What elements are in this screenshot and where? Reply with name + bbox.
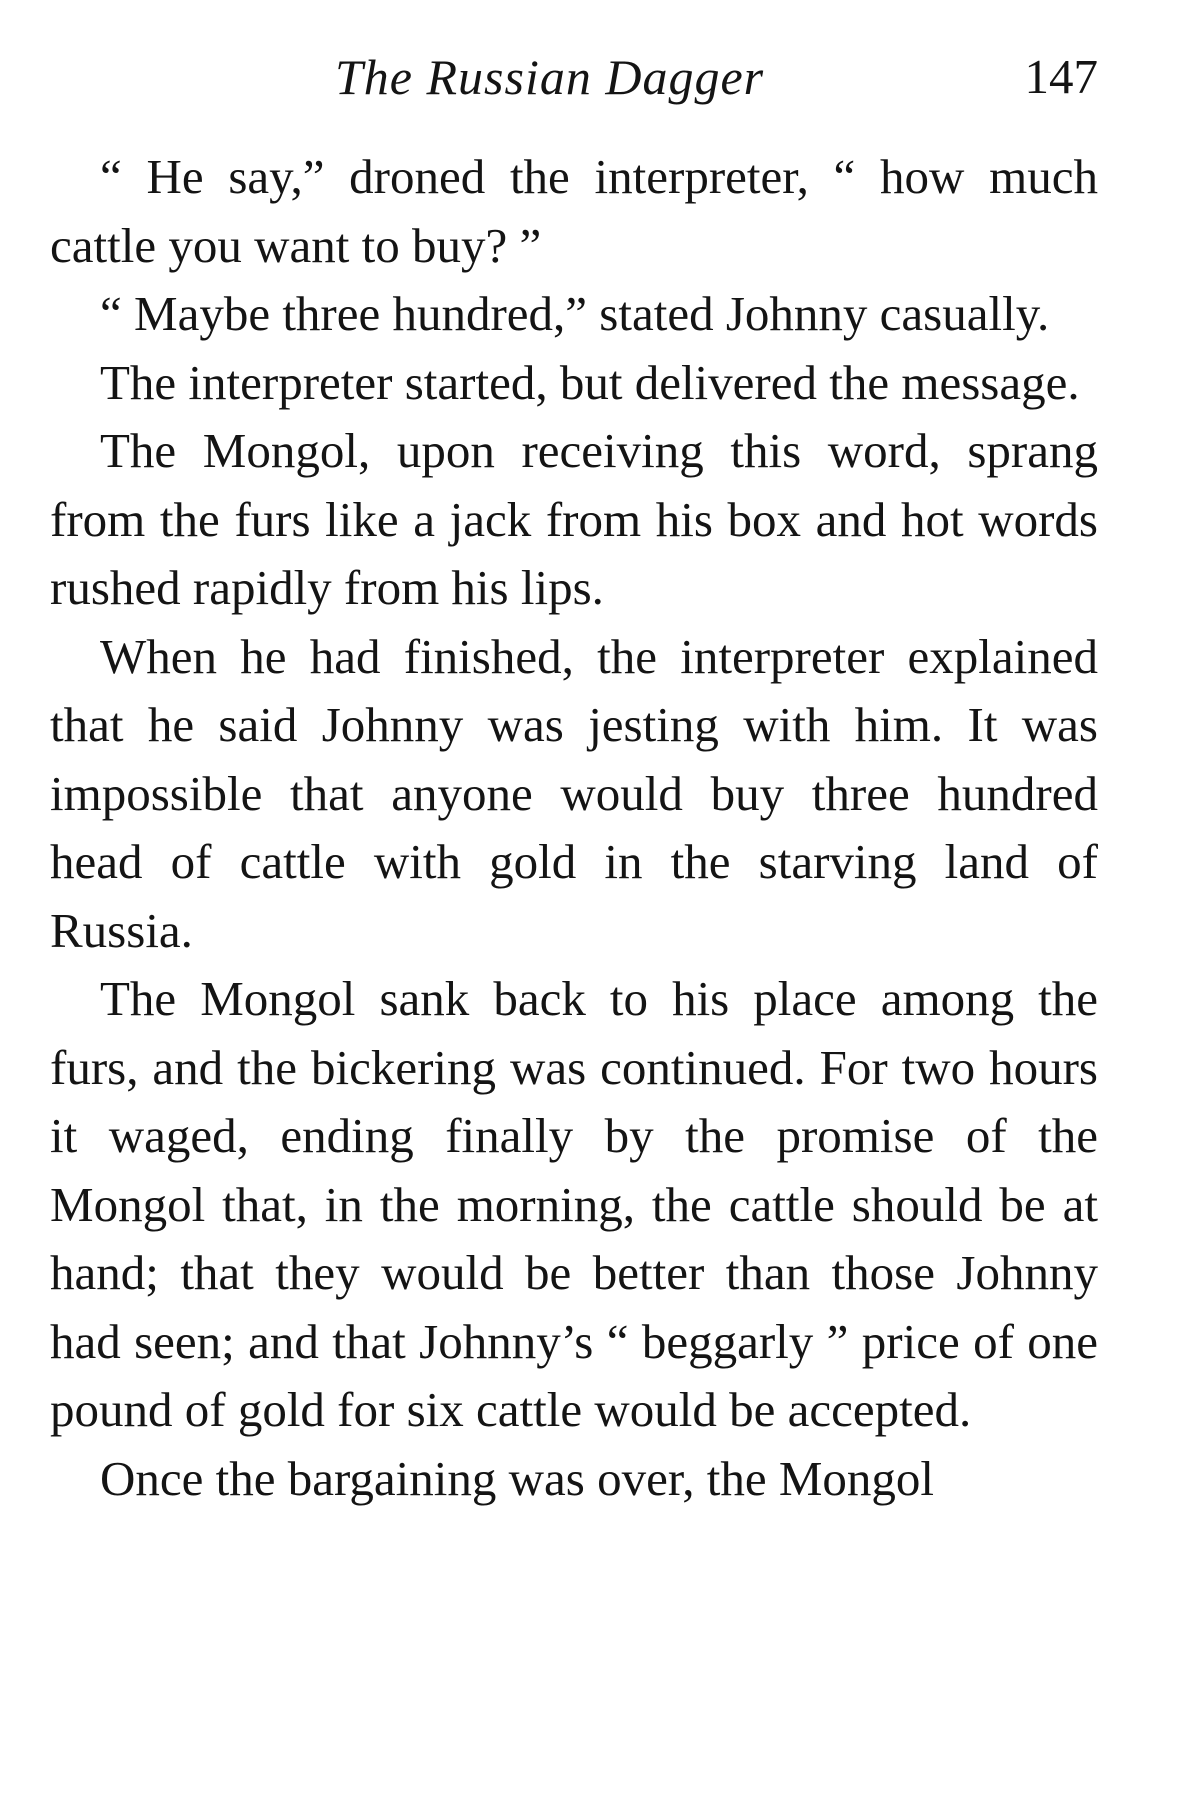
running-title: The Russian Dagger — [335, 49, 765, 105]
paragraph-dialogue-interpreter: “ He say,” droned the interpreter, “ how much cattle you want to buy? ” — [50, 149, 1098, 273]
paragraph-interpreter-explains: When he had finished, the interpreter explained that he said Johnny was jesting with him. It was impossible that anyone would buy three hundred head of cattle with gold in the starving land of Russia. — [50, 628, 1098, 958]
paragraph-mongol-reaction: The Mongol, upon receiving this word, sprang from the furs like a jack from his box and hot words rushed rapidly from his lips. — [50, 423, 1098, 615]
paragraph-bickering: The Mongol sank back to his place among the furs, and the bickering was continued. For two hours it waged, ending finally by the promise of the Mongol that, in the morning, the cattle should be at hand; that they would be better than those Johnny had seen; and that Johnny’s “ beggarly ” price of one pound of gold for six cattle would be accepted. — [50, 971, 1098, 1437]
paragraph-interpreter-started: The interpreter started, but delivered the message. — [100, 354, 1080, 410]
page-number: 147 — [1024, 49, 1098, 104]
paragraph-dialogue-johnny: “ Maybe three hundred,” stated Johnny casually. — [100, 286, 1050, 341]
body-text — [50, 143, 1098, 1513]
paragraph-bargaining-over: Once the bargaining was over, the Mongol — [100, 1450, 935, 1506]
running-head — [50, 48, 1098, 112]
